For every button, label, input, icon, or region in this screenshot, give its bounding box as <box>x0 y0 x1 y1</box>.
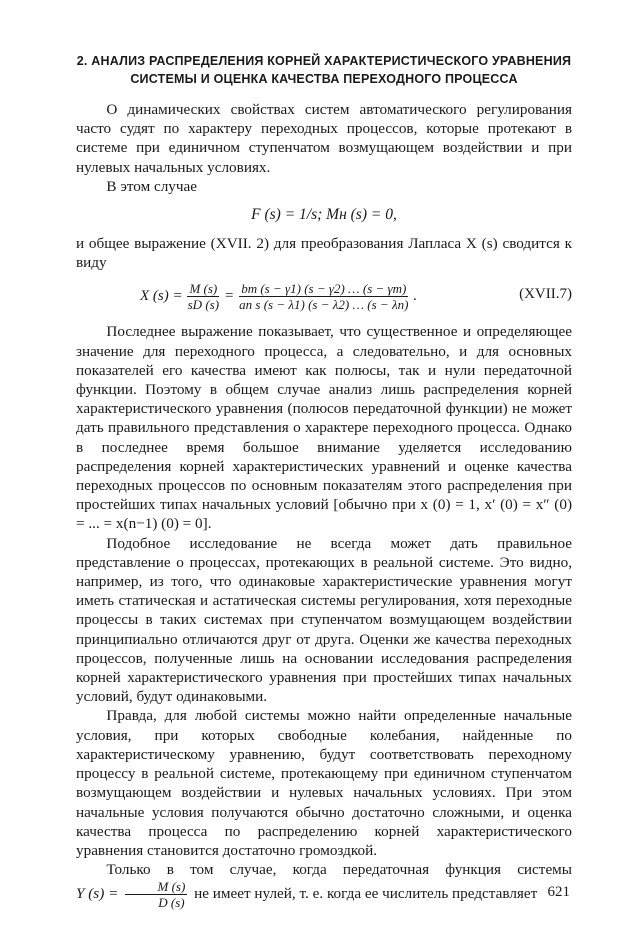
section-heading <box>76 52 572 88</box>
paragraph-7-start: Только в том случае, когда передаточная функция системы <box>106 861 572 879</box>
p7-lhs: Y (s) = <box>76 885 119 903</box>
eq2-equals: = <box>224 287 235 304</box>
eq2-frac1-numerator: M (s) <box>189 280 218 296</box>
page-number: 621 <box>547 884 570 900</box>
equation-number: (XVII.7) <box>519 286 572 303</box>
equation-f-s: F (s) = 1/s; Mн (s) = 0, <box>251 206 397 224</box>
paragraph-6: Правда, для любой системы можно найти определенные начальные условия, при которых свободные колебания, найденные по характеристическому уравнению, будут соответствовать переходному процессу в реальной системе, протекающему при единичном ступенчатом возмущающем воздействии и нулевых начальных условиях. При этом начальные условия получаются обычно достаточно сложными, и оценка качества процесса по распределению корней характеристического уравнения становится достаточно громоздкой. <box>76 707 572 859</box>
eq2-period: . <box>413 287 418 304</box>
paragraph-2: В этом случае <box>106 177 198 195</box>
p7-frac-numerator: M (s) <box>125 879 187 895</box>
eq2-lhs: X (s) = <box>140 287 183 304</box>
equation-xvii-7 <box>76 276 572 316</box>
heading-line-1: 2. АНАЛИЗ РАСПРЕДЕЛЕНИЯ КОРНЕЙ ХАРАКТЕРИСТИЧЕСКОГО УРАВНЕНИЯ <box>76 54 572 68</box>
paragraph-1: О динамических свойствах систем автоматического регулирования часто судят по характеру переходных процессов, которые протекают в системе при единичном ступенчатом возмущающем воздействии и при нулевых начальных условиях. <box>76 101 572 176</box>
p7-fraction <box>125 879 187 910</box>
paragraph-7 <box>76 860 572 910</box>
p7-frac-denominator: D (s) <box>158 895 185 911</box>
eq2-frac1-denominator: sD (s) <box>187 296 220 312</box>
paragraph-4: Последнее выражение показывает, что существенное и определяющее значение для переходного процесса, а следовательно, и для основных показателей его качества имеют как полюсы, так и нули передаточной функции. Поэтому в общем случае анализ лишь распределения корней характеристического уравнения (полюсов передаточной функции) не может дать правильного представления о характере переходного процесса. Однако в последнее время большое внимание уделяется исследованию распределения корней характеристических уравнений и оценке качества переходных процессов по основным показателям этого распределения при простейших типах начальных условий [обычно при x (0) = 1, x′ (0) = x″ (0) = ... = x(n−1) (0) = 0]. <box>76 323 572 533</box>
paragraph-7-end: не имеет нулей, т. е. когда ее числитель представляет <box>194 885 538 903</box>
eq2-frac2-denominator: an s (s − λ1) (s − λ2) … (s − λn) <box>239 296 409 312</box>
eq2-fraction-1 <box>186 281 221 312</box>
paragraph-3: и общее выражение (XVII. 2) для преобразования Лапласа X (s) сводится к виду <box>76 235 572 272</box>
paragraph-7-formula <box>76 879 194 911</box>
eq2-frac2-numerator: bm (s − γ1) (s − γ2) … (s − γm) <box>241 280 407 296</box>
heading-line-2: СИСТЕМЫ И ОЦЕНКА КАЧЕСТВА ПЕРЕХОДНОГО ПРОЦЕССА <box>130 72 518 86</box>
eq2-fraction-2 <box>237 281 410 312</box>
paragraph-5: Подобное исследование не всегда может дать правильное представление о процессах, протекающих в реальной системе. Это видно, например, из того, что одинаковые характеристические уравнения могут иметь статическая и астатическая системы регулирования, хотя переходные процессы в таких системах при ступенчатом возмущающем воздействии принципиально отличаются друг от друга. Оценки же качества переходных процессов, полученные лишь на основании исследования распределения корней характеристического уравнения при простейших типах начальных условий, будут одинаковыми. <box>76 534 572 706</box>
page-body <box>76 52 572 910</box>
